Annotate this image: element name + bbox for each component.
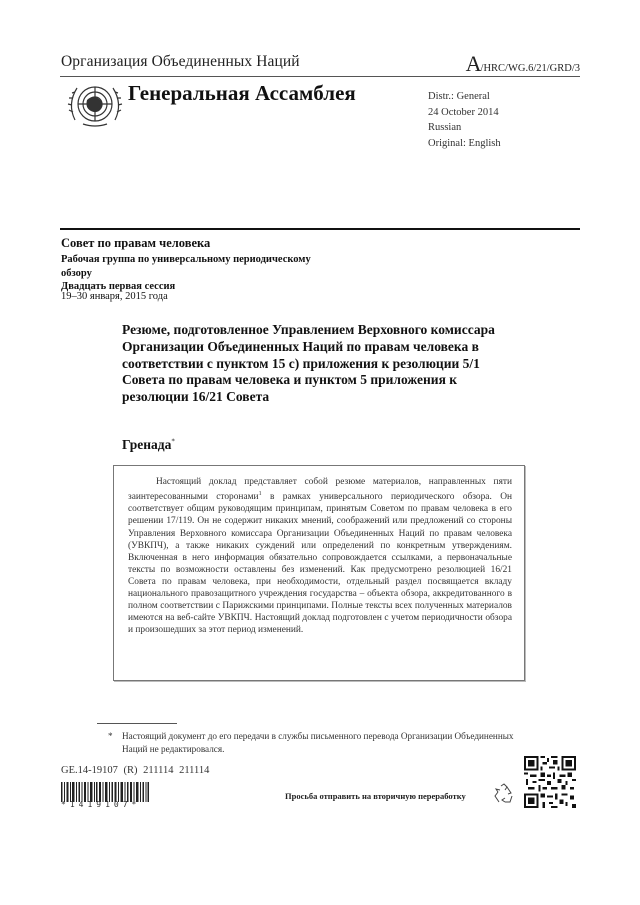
document-date: 24 October 2014 <box>428 106 499 118</box>
recycle-text: Просьба отправить на вторичную переработку <box>285 791 466 801</box>
barcode-icon <box>61 782 149 802</box>
footnote-rule <box>97 723 177 724</box>
working-group <box>61 253 311 294</box>
symbol-rest: /HRC/WG.6/21/GRD/3 <box>480 63 580 74</box>
summary-text <box>128 476 512 636</box>
un-emblem-icon <box>65 80 125 128</box>
header-rule <box>60 76 580 77</box>
session-name: Двадцать первая сессия <box>61 281 176 292</box>
symbol-prefix: A <box>465 51 481 76</box>
footnote-mark: * <box>108 731 113 741</box>
document-title: Резюме, подготовленное Управлением Верховного комиссара Организации Объединенных Наций по правам человека в соответствии с пунктом 15 c) приложения к резолюции 5/1 Совета по правам человека и пунктом 5 приложения к резолюции 16/21 Совета <box>122 322 495 405</box>
summary-part-1: Настоящий доклад представляет собой резюме материалов, направленных пяти заинтересованными сторонами <box>128 477 512 503</box>
footnote <box>108 730 518 756</box>
distribution-info <box>428 89 501 151</box>
original-language: Original: English <box>428 137 501 149</box>
distribution-type: Distr.: General <box>428 91 490 102</box>
summary-footnote-mark: 1 <box>258 491 262 498</box>
footnote-text: Настоящий документ до его передачи в службы письменного перевода Организации Объединенных Наций не редактировался. <box>122 731 514 754</box>
session-dates: 19–30 января, 2015 года <box>61 291 168 302</box>
qr-code-icon <box>524 756 576 808</box>
country-footnote-mark: * <box>171 437 175 446</box>
summary-box <box>113 465 525 681</box>
organization-name: Организация Объединенных Наций <box>61 53 300 70</box>
summary-part-2: в рамках универсального периодического обзора. Он соответствует общим руководящим принципам, принятым Советом по правам человека в его решении 17/119. Он не содержит никаких мнений, соображений или предложений со стороны Управления Верховного комиссара Организации Объединенных Наций по правам человека (УВКПЧ), а также никаких суждений или определений по конкретным утверждениям. Включенная в него информация обязательно сопровождается ссылками, а первоначальные тексты по возможности оставлены без изменений. Как предусмотрено резолюцией 16/21 Совета по правам человека, при необходимости, отдельный раздел посвящается вкладу национального правозащитного учреждения государства – объекта обзора, аккредитованного в полном соответствии с Парижскими принципами. Полные тексты всех полученных материалов имеются на веб-сайте УВКПЧ. Настоящий доклад подготовлен с учетом периодичности обзора и произошедших за этот период изменений. <box>128 492 512 636</box>
section-rule <box>60 228 580 230</box>
recycle-icon <box>493 783 515 805</box>
assembly-name: Генеральная Ассамблея <box>128 81 356 105</box>
job-number: GE.14-19107 (R) 211114 211114 <box>61 765 210 776</box>
country-heading <box>122 437 175 453</box>
document-language: Russian <box>428 122 462 133</box>
barcode-number: *1419107* <box>61 800 141 809</box>
country-name: Гренада <box>122 437 172 452</box>
document-symbol <box>466 51 580 77</box>
working-group-name: Рабочая группа по универсальному периодическому обзору <box>61 254 311 279</box>
council-name: Совет по правам человека <box>61 236 211 250</box>
